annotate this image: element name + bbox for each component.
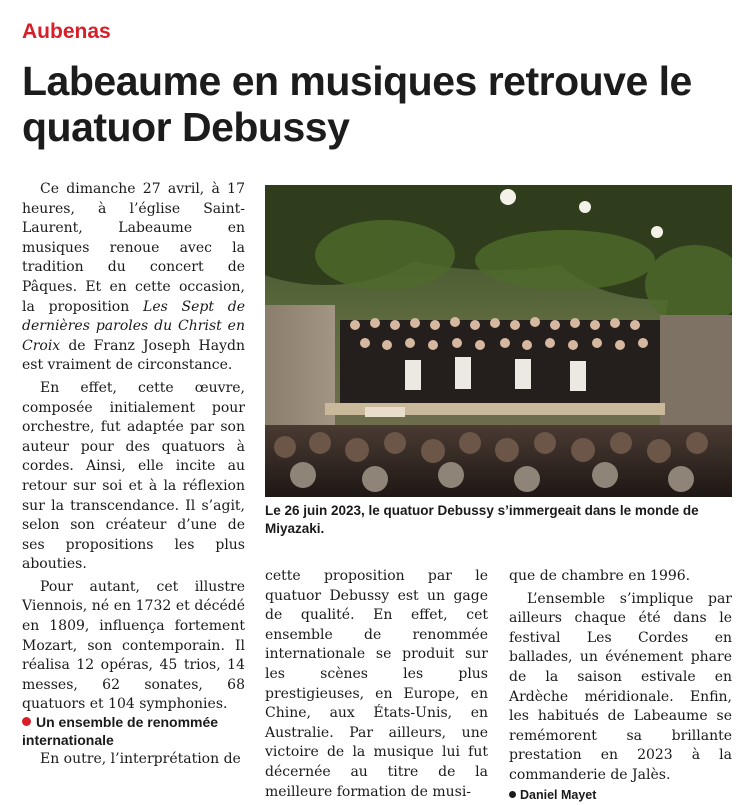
- article-column-3: [509, 567, 732, 805]
- subheading-text: Un ensemble de renommée internationale: [22, 714, 219, 748]
- paragraph-4-end: que de chambre en 1996.: [509, 568, 691, 584]
- author-name: Daniel Mayet: [520, 787, 597, 802]
- paragraph-4-cont: cette proposition par le quatuor Debussy est un gage de qualité. En effet, cet ensemble de renommée internationale se produit sur les scènes les plus prestigieuses, en Europe, en Chine, aux États-Unis, en Australie. Par ailleurs, une victoire de la musique lui fut décernée au titre de la meilleure formation de musi-: [265, 568, 488, 800]
- photo-caption: Le 26 juin 2023, le quatuor Debussy s’immergeait dans le monde de Miyazaki.: [265, 503, 699, 536]
- concert-photo-image: [265, 185, 732, 497]
- paragraph-3: Pour autant, cet illustre Viennois, né en 1732 et décédé en 1809, influença fortement Mozart, son contemporain. Il réalisa 12 opéras, 45 trios, 14 messes, 62 sonates, 68 quatuors et 104 symphonies.: [22, 578, 245, 713]
- subheading: [22, 713, 245, 749]
- article-column-1: [22, 180, 245, 715]
- paragraph-1-start: Ce dimanche 27 avril, à 17 heures, à l’église Saint-Laurent, Labeaume en musiques renoue avec la tradition du concert de Pâques. Et en cette occasion, la proposition: [22, 181, 245, 315]
- paragraph-4-start: En outre, l’interprétation de: [40, 751, 241, 767]
- section-kicker: Aubenas: [22, 20, 111, 43]
- paragraph-1-end: de Franz Joseph Haydn est vraiment de circonstance.: [22, 337, 245, 374]
- headline: Labeaume en musiques retrouve le quatuor Debussy: [22, 58, 692, 150]
- bullet-icon: [22, 717, 31, 726]
- paragraph-2: En effet, cette œuvre, composée initialement pour orchestre, fut adaptée par son auteur pour des quatuors à cordes. Ainsi, elle incite au retour sur soi et à la réflexion sur la transcendance. Il s’agit, selon son créateur d’une de ses propositions les plus abouties.: [22, 379, 245, 573]
- paragraph-1: [22, 180, 245, 376]
- byline-bullet-icon: [509, 791, 516, 798]
- concert-photo: [265, 185, 732, 497]
- paragraph-5: L’ensemble s’implique par ailleurs chaque été dans le festival Les Cordes en ballades, un événement phare de la saison estivale en Ardèche méridionale. Enfin, les habitués de Labeaume se remémorent sa brillante prestation en 2023 à la commanderie de Jalès.: [509, 590, 732, 783]
- byline: [509, 786, 732, 805]
- article-column-1-tail: [22, 750, 245, 770]
- work-title: Les Sept de dernières paroles du Christ en Croix: [22, 298, 245, 354]
- article-column-2: [265, 567, 488, 802]
